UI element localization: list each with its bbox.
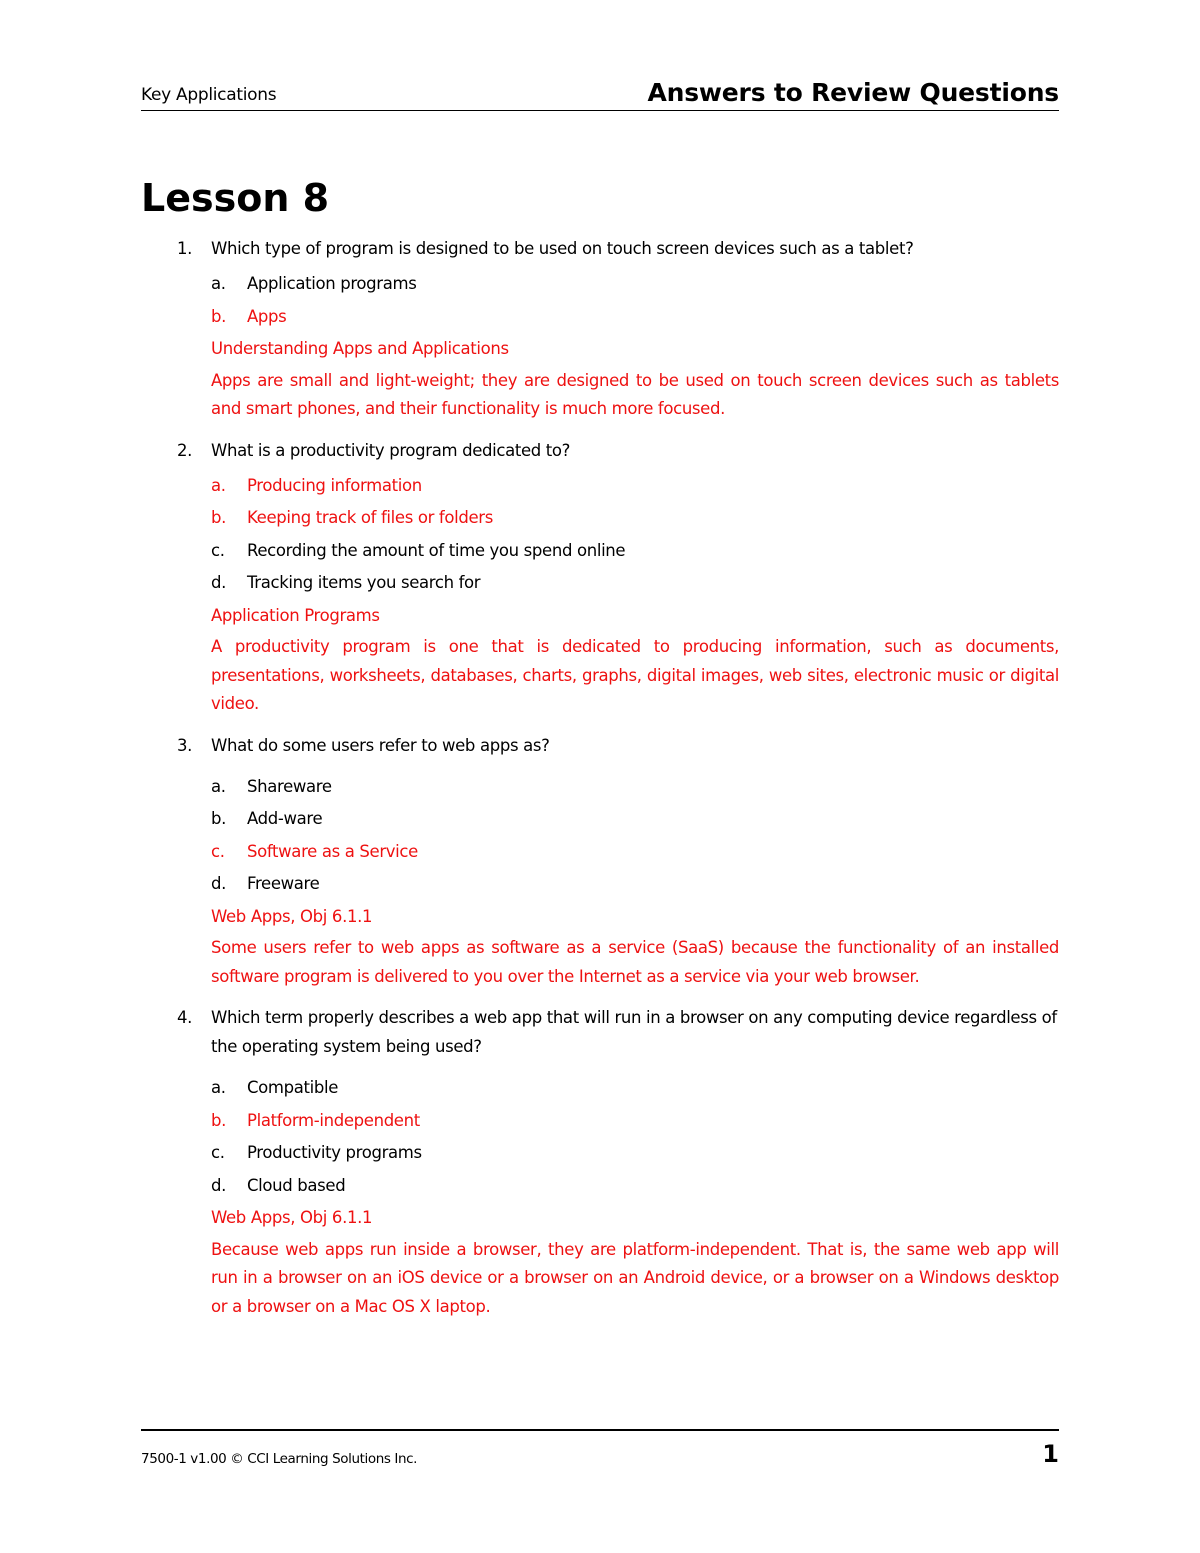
option-text: Cloud based: [247, 1175, 346, 1195]
answer-explanation: A productivity program is one that is dedicated to producing information, such as documents, presentations, worksheets, databases, charts, graphs, digital images, web sites, electronic music or digital video.: [211, 637, 1059, 713]
question-number: 4.: [177, 1008, 193, 1027]
option-a: [211, 772, 1059, 801]
option-text: Keeping track of files or folders: [247, 508, 493, 527]
option-letter: a.: [211, 475, 226, 495]
option-b-correct: [211, 302, 1059, 331]
option-text: Shareware: [247, 776, 332, 796]
question-2: [141, 436, 1059, 719]
option-letter: c.: [211, 540, 225, 560]
answer-explanation: Apps are small and light-weight; they are designed to be used on touch screen devices such as tablets and smart phones, and their functionality is much more focused.: [211, 370, 1059, 418]
option-letter: c.: [211, 1143, 225, 1162]
option-text: Productivity programs: [247, 1143, 422, 1162]
option-d: [211, 869, 1059, 898]
option-text: Recording the amount of time you spend online: [247, 540, 626, 560]
question-3: [141, 731, 1059, 992]
option-letter: c.: [211, 841, 225, 861]
header-section-title: Answers to Review Questions: [647, 78, 1059, 107]
option-letter: b.: [211, 306, 227, 326]
option-text: Platform-independent: [247, 1110, 420, 1130]
option-b-correct: [211, 503, 1059, 532]
option-text: Compatible: [247, 1078, 339, 1097]
option-letter: d.: [211, 874, 227, 893]
page-footer: [141, 1429, 1059, 1475]
option-letter: b.: [211, 809, 227, 828]
option-text: Freeware: [247, 874, 320, 893]
option-a: [211, 1073, 1059, 1102]
option-d: [211, 568, 1059, 597]
footer-copyright: 7500-1 v1.00 © CCI Learning Solutions Inc.: [141, 1451, 418, 1467]
option-a-correct: [211, 471, 1059, 500]
answer-reference: Web Apps, Obj 6.1.1: [211, 906, 373, 926]
option-c: [211, 1138, 1059, 1167]
page-header: [141, 74, 1059, 111]
option-text: Apps: [247, 306, 287, 326]
option-c-correct: [211, 837, 1059, 866]
answer-explanation: Some users refer to web apps as software as a service (SaaS) because the functionality of an installed software program is delivered to you over the Internet as a service via your web browser.: [211, 938, 1059, 986]
option-text: Tracking items you search for: [247, 573, 481, 592]
option-b: [211, 804, 1059, 833]
question-text: Which term properly describes a web app that will run in a browser on any computing device regardless of the operating system being used?: [211, 1008, 1057, 1056]
answer-reference: Understanding Apps and Applications: [211, 339, 509, 358]
page-number: 1: [1042, 1440, 1059, 1468]
option-letter: d.: [211, 1175, 227, 1195]
option-letter: d.: [211, 573, 227, 592]
question-list: [141, 234, 1059, 1333]
option-text: Producing information: [247, 475, 422, 495]
answer-explanation: Because web apps run inside a browser, they are platform-independent. That is, the same web app will run in a browser on an iOS device or a browser on an Android device, or a browser on a Windows desktop or a browser on a Mac OS X laptop.: [211, 1239, 1059, 1316]
question-text: What do some users refer to web apps as?: [211, 735, 550, 755]
option-text: Software as a Service: [247, 841, 418, 861]
option-letter: b.: [211, 508, 227, 527]
lesson-title: Lesson 8: [141, 176, 330, 220]
question-number: 3.: [177, 735, 193, 755]
option-letter: b.: [211, 1110, 227, 1130]
answer-reference: Application Programs: [211, 605, 380, 625]
answer-reference: Web Apps, Obj 6.1.1: [211, 1208, 373, 1227]
header-course-title: Key Applications: [141, 85, 277, 105]
question-number: 1.: [177, 239, 193, 258]
option-text: Application programs: [247, 274, 417, 293]
question-text: Which type of program is designed to be used on touch screen devices such as a tablet?: [211, 239, 914, 258]
option-a: [211, 269, 1059, 298]
question-text: What is a productivity program dedicated to?: [211, 440, 571, 460]
option-letter: a.: [211, 274, 226, 293]
option-letter: a.: [211, 776, 226, 796]
option-text: Add-ware: [247, 809, 323, 828]
option-letter: a.: [211, 1078, 226, 1097]
option-d: [211, 1171, 1059, 1200]
option-b-correct: [211, 1106, 1059, 1135]
question-number: 2.: [177, 440, 193, 460]
question-1: [141, 234, 1059, 424]
question-4: [141, 1003, 1059, 1321]
option-c: [211, 536, 1059, 565]
